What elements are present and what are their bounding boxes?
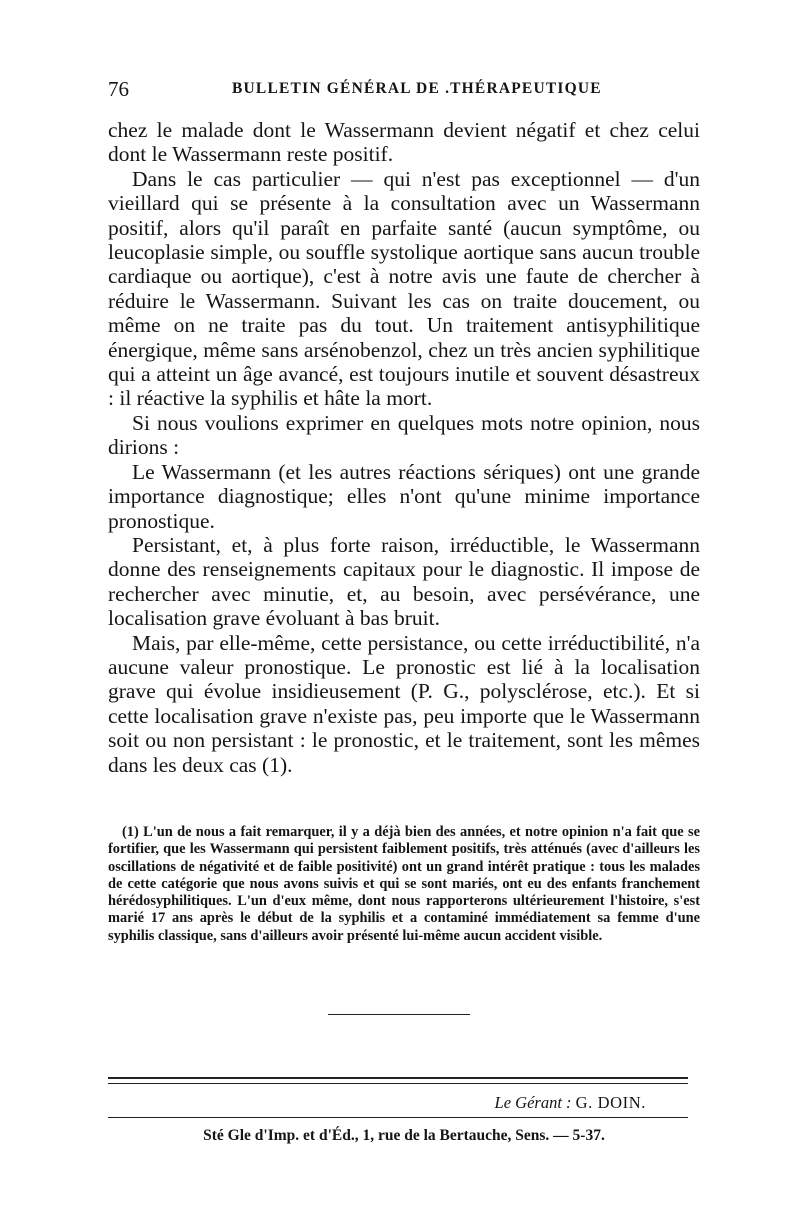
body-text <box>108 118 700 777</box>
paragraph-prognosis: Mais, par elle-même, cette persistance, ou cette irréductibilité, n'a aucune valeur pronostique. Le pronostic est lié à la localisation grave qui évolue insidieusement (P. G., polysclérose, etc.). Et si cette localisation grave n'existe pas, peu importe que le Wassermann soit ou non persistant : le pronostic, et le traitement, sont les mêmes dans les deux cas (1). <box>108 630 700 777</box>
gerant-line <box>108 1092 646 1114</box>
printer-rule <box>108 1117 688 1118</box>
gerant-name: G. DOIN. <box>575 1093 646 1112</box>
footer-rule-top <box>108 1077 688 1079</box>
end-rule <box>328 1014 470 1015</box>
footer-rule-bottom <box>108 1083 688 1084</box>
paragraph-opinion-intro: Si nous voulions exprimer en quelques mots notre opinion, nous dirions : <box>108 410 700 460</box>
running-head <box>108 76 688 102</box>
paragraph-diagnostic-importance: Le Wassermann (et les autres réactions sériques) ont une grande importance diagnostique; elles n'ont qu'une minime importance pronostique. <box>108 459 700 533</box>
printer-imprint: Sté Gle d'Imp. et d'Éd., 1, rue de la Bertauche, Sens. — 5-37. <box>203 1127 605 1144</box>
paragraph-continuation: chez le malade dont le Wassermann devient négatif et chez celui dont le Wassermann reste positif. <box>108 118 700 167</box>
footnote: (1) L'un de nous a fait remarquer, il y a déjà bien des années, et notre opinion n'a fait que se fortifier, que les Wassermann qui persistent faiblement positifs, très atténués (avec d'ailleurs les oscillations de négativité et de faible positivité) ont un grand intérêt pratique : tous les malades de cette catégorie que nous avons suivis et qui se sont mariés, ont eu des enfants franchement hérédosyphilitiques. L'un d'eux même, dont nous rapporterons ultérieurement l'histoire, s'est marié 17 ans après le début de la syphilis et a contaminé immédiatement sa femme d'une syphilis classique, sans d'ailleurs avoir présenté lui-même aucun accident visible. <box>108 824 700 944</box>
paragraph-persistent-wassermann: Persistant, et, à plus forte raison, irréductible, le Wassermann donne des renseignements capitaux pour le diagnostic. Il impose de rechercher avec minutie, et, au besoin, avec persévérance, une localisation grave évoluant à bas bruit. <box>108 532 700 631</box>
paragraph-particular-case: Dans le cas particulier — qui n'est pas exceptionnel — d'un vieillard qui se présente à la consultation avec un Wassermann positif, alors qu'il paraît en parfaite santé (aucun symptôme, ou leucoplasie simple, ou souffle systolique aortique sans aucun trouble cardiaque ou aortique), c'est à notre avis une faute de chercher à réduire le Wassermann. Suivant les cas on traite doucement, ou même on ne traite pas du tout. Un traitement antisyphilitique énergique, même sans arsénobenzol, chez un très ancien syphilitique qui a atteint un âge avancé, est toujours inutile et souvent désastreux : il réactive la syphilis et hâte la mort. <box>108 166 700 411</box>
page-number: 76 <box>108 77 129 101</box>
gerant-label: Le Gérant : <box>494 1093 572 1112</box>
journal-title: BULLETIN GÉNÉRAL DE .THÉRAPEUTIQUE <box>232 80 602 97</box>
